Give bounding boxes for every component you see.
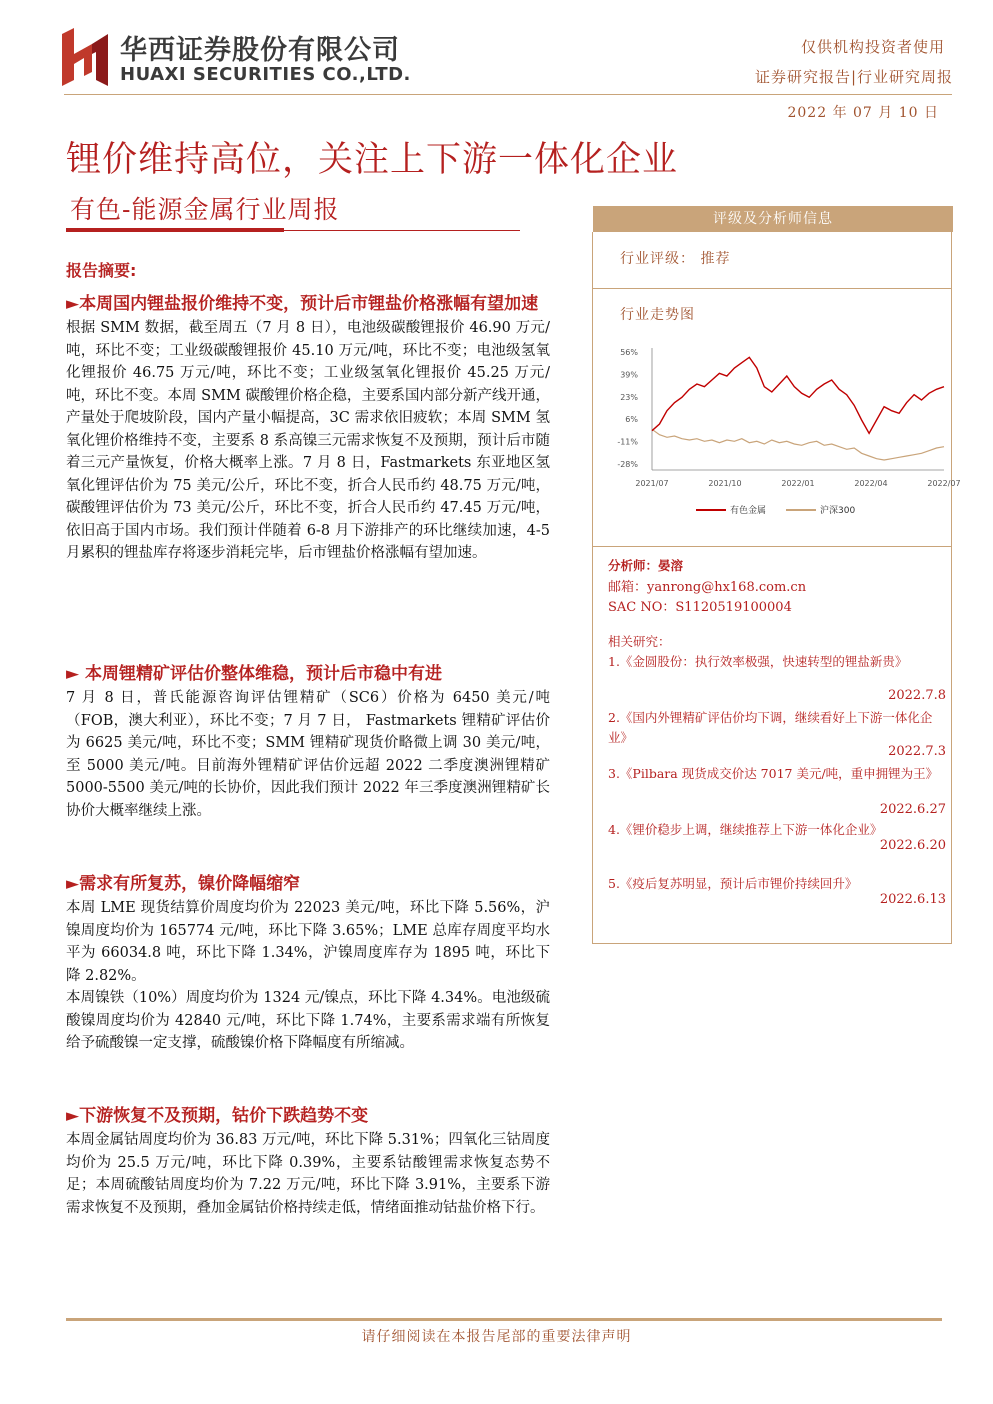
- related-research-date: 2022.6.20: [879, 838, 946, 853]
- legend-label: 有色金属: [730, 506, 767, 516]
- chart-legend: [696, 504, 855, 516]
- related-research-item[interactable]: 2.《国内外锂精矿评估价均下调，继续看好上下游一体化企业》: [608, 710, 933, 745]
- section-cobalt: [66, 1104, 550, 1219]
- section-lithium-concentrate: [66, 662, 550, 822]
- x-tick-label: 2021/10: [708, 479, 742, 488]
- section-body: 本周 LME 现货结算价周度均价为 22023 美元/吨，环比下降 5.56%，沪镍周度均价为 165774 元/吨，环比下降 3.65%；LME 总库存周度平均水平为 66034.8 吨，环比下降 1.34%，沪镍周度库存为 1895 吨，环比下降 2.82%。: [66, 900, 550, 984]
- y-tick-label: 23%: [620, 392, 638, 402]
- y-tick-label: 56%: [620, 348, 638, 357]
- section-lithium-salt: [66, 292, 550, 565]
- related-research-date: 2022.7.3: [888, 744, 946, 759]
- footer-divider: [66, 1318, 942, 1321]
- section-body: 7 月 8 日，普氏能源咨询评估锂精矿（SC6）价格为 6450 美元/吨（FOB，澳大利亚），环比不变；7 月 7 日， Fastmarkets 锂精矿评估价为 6625 美元/吨，环比不变；SMM 锂精矿现货价略微上调 30 美元/吨，至 5000 美元/吨。目前海外锂精矿评估价远超 2022 二季度澳洲锂精矿 5000-5500 美元/吨的长协价，因此我们预计 2022 年三季度澳洲锂精矿长协价大概率继续上涨。: [66, 690, 550, 819]
- report-subtitle: 有色-能源金属行业周报: [70, 195, 340, 224]
- analyst-email[interactable]: 邮箱：yanrong@hx168.com.cn: [608, 580, 807, 595]
- report-date: 2022 年 07 月 10 日: [787, 105, 939, 121]
- header-divider: [64, 94, 952, 95]
- y-tick-label: -28%: [617, 460, 638, 469]
- x-tick-label: 2021/07: [635, 479, 669, 488]
- report-type: 证券研究报告|行业研究周报: [754, 68, 953, 86]
- related-research-date: 2022.7.8: [888, 688, 946, 703]
- y-tick-label: -11%: [617, 437, 638, 447]
- analyst-name: 分析师：晏溶: [608, 558, 684, 573]
- summary-label: 报告摘要:: [66, 261, 137, 280]
- section-body: 本周金属钴周度均价为 36.83 万元/吨，环比下降 5.31%；四氧化三钴周度均价为 25.5 万元/吨，环比下降 0.39%，主要系钴酸锂需求恢复态势不足；本周硫酸钴周度均价为 7.22 万元/吨，环比下降 3.91%，主要系下游需求恢复不及预期，叠加金属钴价格持续走低，情绪面推动钴盐价格下行。: [66, 1132, 550, 1216]
- x-tick-label: 2022/01: [781, 479, 815, 488]
- x-axis-ticks: [635, 479, 960, 488]
- report-title: 锂价维持高位，关注上下游一体化企业: [66, 140, 679, 180]
- rating-panel-header: 评级及分析师信息: [593, 206, 953, 232]
- related-research-date: 2022.6.13: [879, 892, 946, 907]
- investor-only-note: 仅供机构投资者使用: [800, 38, 945, 56]
- company-name-en: HUAXI SECURITIES CO.,LTD.: [120, 64, 411, 85]
- analyst-sac-number: SAC NO：S1120519100004: [608, 600, 792, 615]
- related-research-label: 相关研究：: [608, 634, 671, 649]
- section-heading: ►需求有所复苏，镍价降幅缩窄: [66, 874, 301, 894]
- section-nickel: [66, 872, 550, 1055]
- huaxi-logo-icon: [62, 28, 108, 86]
- legend-label: 沪深300: [820, 506, 856, 516]
- related-research-item[interactable]: 4.《锂价稳步上调，继续推荐上下游一体化企业》: [608, 822, 883, 837]
- panel-divider: [593, 546, 952, 547]
- section-heading: ► 本周锂精矿评估价整体维稳，预计后市稳中有进: [66, 664, 442, 684]
- section-body-2: 本周镍铁（10%）周度均价为 1324 元/镍点，环比下降 4.34%。电池级硫酸镍周度均价为 42840 元/吨，环比下降 1.74%，主要系需求端有所恢复给予硫酸镍一定支撑，硫酸镍价格下降幅度有所缩减。: [66, 990, 550, 1051]
- section-heading: ►本周国内锂盐报价维持不变，预计后市锂盐价格涨幅有望加速: [66, 294, 539, 314]
- subtitle-rule: [284, 230, 520, 231]
- industry-rating: 行业评级： 推荐: [620, 251, 731, 267]
- section-heading: ►下游恢复不及预期，钴价下跌趋势不变: [66, 1106, 369, 1126]
- y-tick-label: 6%: [625, 415, 638, 425]
- chart-series: [652, 357, 944, 460]
- subtitle-underline: [66, 228, 284, 232]
- related-research-item[interactable]: 3.《Pilbara 现货成交价达 7017 美元/吨，重申拥锂为王》: [608, 766, 939, 781]
- company-name-cn: 华西证券股份有限公司: [120, 35, 400, 66]
- x-tick-label: 2022/04: [854, 479, 888, 488]
- section-body: 根据 SMM 数据，截至周五（7 月 8 日），电池级碳酸锂报价 46.90 万元/吨，环比不变；工业级碳酸锂报价 45.10 万元/吨，环比不变；电池级氢氧化锂报价 46.75 万元/吨，环比不变；工业级氢氧化锂报价 45.25 万元/吨，环比不变。本周 SMM 碳酸锂价格企稳，主要系国内部分新产线开通，产量处于爬坡阶段，国内产量小幅提高，3C 需求依旧疲软；本周 SMM 氢氧化锂价格维持不变，主要系 8 系高镍三元需求恢复不及预期，预计后市随着三元产量恢复，价格大概率上涨。7 月 8 日，Fastmarkets 东亚地区氢氧化锂评估价为 75 美元/公斤，环比不变，折合人民币约 48.75 万元/吨，碳酸锂评估价为 73 美元/公斤，环比不变，折合人民币约 47.45 万元/吨，依旧高于国内市场。我们预计伴随着 6-8 月下游排产的环比继续加速，4-5 月累积的锂盐库存将逐步消耗完毕，后市锂盐价格涨幅有望加速。: [66, 320, 550, 561]
- related-research-date: 2022.6.27: [879, 802, 946, 817]
- y-tick-label: 39%: [620, 370, 638, 380]
- x-tick-label: 2022/07: [927, 479, 961, 488]
- series-line: [652, 429, 944, 460]
- related-research-item[interactable]: 5.《疫后复苏明显，预计后市锂价持续回升》: [608, 876, 858, 891]
- legal-disclaimer-note: 请仔细阅读在本报告尾部的重要法律声明: [361, 1329, 632, 1345]
- trend-chart-label: 行业走势图: [620, 307, 695, 323]
- series-line: [652, 357, 944, 433]
- y-axis-ticks: [617, 348, 638, 469]
- panel-divider: [593, 288, 952, 289]
- related-research-item[interactable]: 1.《金圆股份：执行效率极强，快速转型的锂盐新贵》: [608, 654, 908, 669]
- industry-trend-chart: [608, 342, 961, 520]
